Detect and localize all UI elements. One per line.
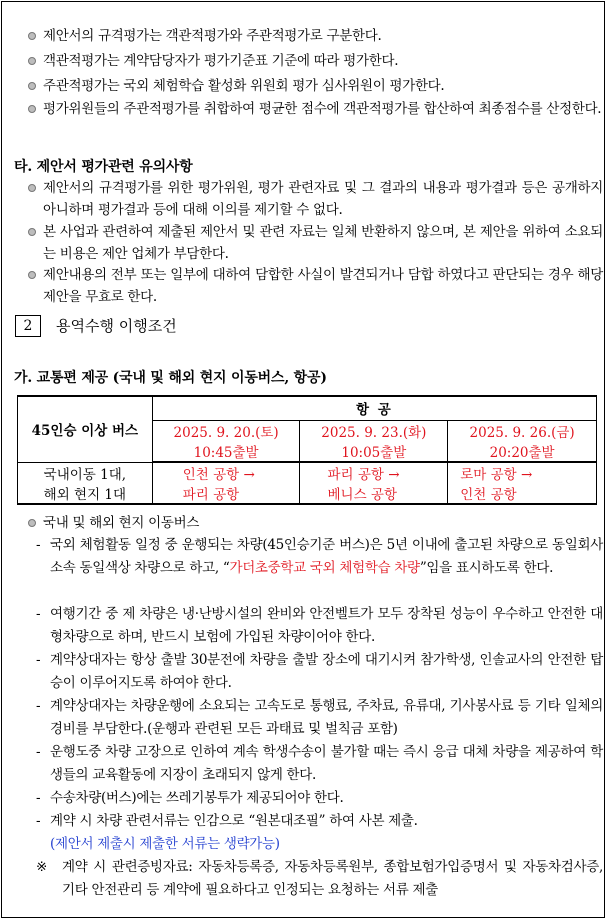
evidence-note: ※ 계약 시 관련증빙자료: 자동차등록증, 자동차등록원부, 종합보험가입증명서 및 자동차검사증, 기타 안전관리 등 계약에 필요하다고 인정되는 요청하는 서류 제출 — [36, 856, 603, 902]
section-ga-heading: 가. 교통편 제공 (국내 및 해외 현지 이동버스, 항공) — [14, 370, 327, 386]
transport-table — [17, 395, 597, 505]
bus-item: - 계약상대자는 차량운행에 소요되는 고속도로 통행료, 주차료, 유류대, 기사봉사료 등 기타 일체의 경비를 부담한다.(운행과 관련된 모든 과태료 및 벌칙금 포함) — [36, 698, 603, 737]
bullet-icon — [28, 32, 36, 40]
bus-item: - 계약상대자는 항상 출발 30분전에 차량을 출발 장소에 대기시켜 참가학생, 인솔교사의 안전한 탑승이 이루어지도록 하여야 한다. — [36, 652, 603, 691]
blue-note: (제안서 제출시 제출한 서류는 생략가능) — [50, 836, 280, 852]
school-vehicle-label: 가더초중학교 국외 체험학습 차량 — [229, 560, 420, 576]
flight-date-cell: 2025. 9. 26.(금) 20:20출발 — [448, 420, 597, 462]
bullet-icon — [28, 184, 36, 192]
bus-bullet: 국내 및 해외 현지 이동버스 — [28, 512, 603, 534]
bus-header-cell: 45인승 이상 버스 — [18, 396, 153, 462]
bus-item: - 운행도중 차량 고장으로 인하여 계속 학생수송이 불가할 때는 즉시 응급 대체 차량을 제공하여 학생들의 교육활동에 지장이 초래되지 않게 한다. — [36, 744, 603, 783]
flight-route-cell: 파리 공항 → 베니스 공항 — [300, 462, 448, 504]
bullet-icon — [28, 519, 36, 527]
eval-bullet: 제안서의 규격평가는 객관적평가와 주관적평가로 구분한다. — [28, 24, 603, 49]
bullet-icon — [28, 271, 36, 279]
ta-bullet: 본 사업과 관련하여 제출된 제안서 및 관련 자료는 일체 반환하지 않으며, 본 제안을 위하여 소요되는 비용은 제안 업체가 부담한다. — [28, 221, 603, 265]
section-number-box: 2 — [15, 315, 41, 337]
bullet-icon — [28, 57, 36, 65]
flight-date-cell: 2025. 9. 23.(화) 10:05출발 — [300, 420, 448, 462]
eval-bullet: 평가위원들의 주관적평가를 취합하여 평균한 점수에 객관적평가를 합산하여 최종점수를 산정한다. — [28, 97, 603, 122]
eval-bullet: 주관적평가는 국외 체험학습 활성화 위원회 평가 심사위원이 평가한다. — [28, 74, 603, 99]
flight-route-cell: 로마 공항 → 인천 공항 — [448, 462, 597, 504]
reference-mark-icon: ※ — [36, 859, 48, 875]
bus-item: - 여행기간 중 제 차량은 냉·난방시설의 완비와 안전벨트가 모두 장착된 성능이 우수하고 안전한 대형차량으로 하며, 반드시 보험에 가입된 차량이어야 한다. — [36, 606, 603, 645]
bus-item: - 수송차량(버스)에는 쓰레기봉투가 제공되어야 한다. — [36, 790, 344, 806]
bullet-icon — [28, 228, 36, 236]
eval-bullet: 객관적평가는 계약담당자가 평가기준표 기준에 따라 평가한다. — [28, 49, 603, 74]
bus-item: - 국외 체험활동 일정 중 운행되는 차량(45인승기준 버스)은 5년 이내에 출고된 차량으로 동일회사 소속 동일색상 차량으로 하고, “가더초중학교 국외 체험학습 차량”임을 표시하도록 한다. — [36, 537, 603, 576]
flight-route-cell: 인천 공항 → 파리 공항 — [152, 462, 300, 504]
ta-bullet: 제안내용의 전부 또는 일부에 대하여 담합한 사실이 발견되거나 담합 하였다고 판단되는 경우 해당 제안을 무효로 한다. — [28, 264, 603, 308]
flight-group-header: 항 공 — [152, 396, 596, 420]
ta-bullet: 제안서의 규격평가를 위한 평가위원, 평가 관련자료 및 그 결과의 내용과 평가결과 등은 공개하지 아니하며 평가결과 등에 대해 이의를 제기할 수 없다. — [28, 177, 603, 221]
bullet-icon — [28, 105, 36, 113]
section-ta-heading: 타. 제안서 평가관련 유의사항 — [14, 159, 193, 175]
bus-item: - 계약 시 차량 관련서류는 인감으로 “원본대조필” 하여 사본 제출. — [36, 813, 418, 829]
bus-count-cell: 국내이동 1대, 해외 현지 1대 — [18, 462, 153, 504]
section-title: 용역수행 이행조건 — [56, 317, 177, 335]
bullet-icon — [28, 82, 36, 90]
flight-date-cell: 2025. 9. 20.(토) 10:45출발 — [152, 420, 300, 462]
